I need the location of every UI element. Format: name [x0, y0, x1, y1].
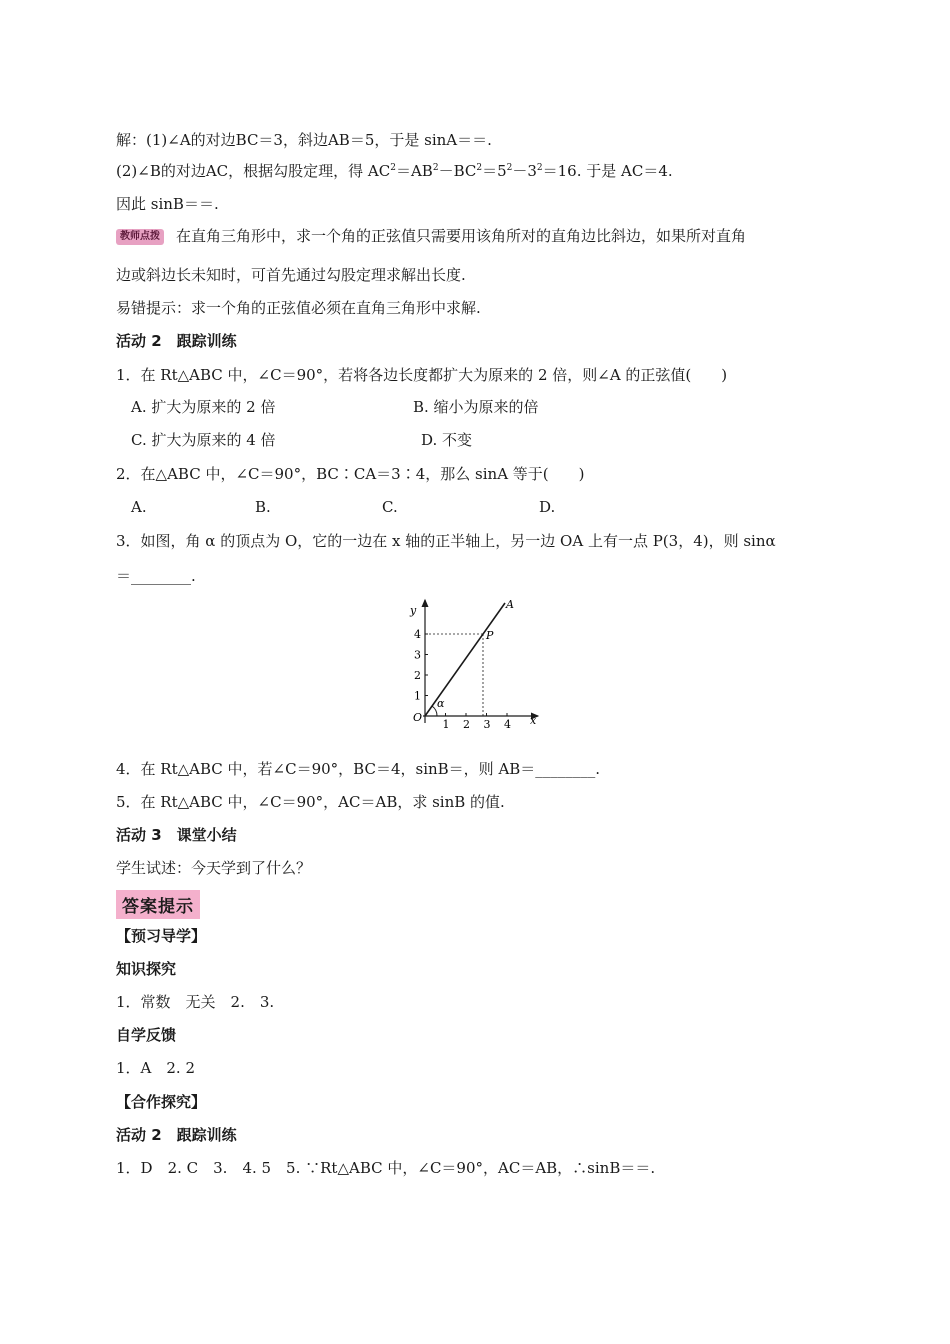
knowledge-answers: 1．常数 无关 2. 3. [116, 993, 275, 1011]
knowledge-heading: 知识探究 [116, 960, 177, 978]
activity3-heading: 活动 3 课堂小结 [116, 826, 237, 844]
question-2-stem: 2．在△ABC 中，∠C＝90°，BC∶CA＝3∶4，那么 sinA 等于( ) [116, 465, 585, 483]
activity2-answers-heading: 活动 2 跟踪训练 [116, 1126, 237, 1144]
question-5: 5．在 Rt△ABC 中，∠C＝90°，AC＝AB，求 sinB 的值. [116, 793, 505, 811]
solution-line-1: 解：(1)∠A的对边BC＝3，斜边AB＝5，于是 sinA＝＝. [116, 131, 492, 149]
question-3-line-2: ＝________. [116, 567, 196, 585]
y-tick-label: 4 [414, 628, 421, 641]
answer-banner: 答案提示 [116, 890, 200, 919]
activity2-heading: 活动 2 跟踪训练 [116, 332, 237, 350]
y-tick-label: 3 [414, 648, 421, 662]
x-tick-label: 1 [442, 718, 450, 728]
y-tick-label: 2 [414, 669, 421, 682]
mistake-tip: 易错提示：求一个角的正弦值必须在直角三角形中求解. [116, 299, 481, 317]
point-label: P [486, 629, 494, 642]
solution-line-2: (2)∠B的对边AC，根据勾股定理，得 $AC^2=AB^2-BC^2=5^2-3^2=16$. 于是 AC＝4. [116, 162, 673, 180]
angle-label: α [437, 697, 445, 710]
solution-line-3: 因此 sinB＝＝. [116, 195, 219, 213]
activity2-answers: 1．D 2. C 3. 4. 5 5. ∵Rt△ABC 中，∠C＝90°，AC＝AB，∴sinB＝＝. [116, 1159, 656, 1177]
ray-label: A [506, 598, 514, 611]
question-1-options-row-2: C. 扩大为原来的 4 倍 D. 不变 [131, 431, 473, 449]
teacher-tip: 教师点拨 在直角三角形中，求一个角的正弦值只需要用该角所对的直角边比斜边，如果所对直角 [116, 226, 746, 246]
x-tick-label: 3 [483, 718, 491, 728]
x-tick-label: 4 [504, 718, 511, 728]
y-axis-label: y [410, 604, 417, 617]
feedback-heading: 自学反馈 [116, 1026, 177, 1044]
question-2-options: A. B. C. D. [131, 498, 556, 516]
activity3-text: 学生试述：今天学到了什么？ [116, 859, 312, 877]
question-1-stem: 1．在 Rt△ABC 中，∠C＝90°，若将各边长度都扩大为原来的 2 倍，则∠A 的正弦值( ) [116, 366, 728, 384]
x-tick-label: 2 [463, 718, 470, 728]
coop-heading: 【合作探究】 [116, 1093, 207, 1111]
question-4: 4．在 Rt△ABC 中，若∠C＝90°，BC＝4，sinB＝，则 AB＝________. [116, 760, 601, 778]
feedback-answers: 1．A 2. 2 [116, 1059, 195, 1077]
y-tick-label: 1 [414, 689, 421, 703]
teacher-tip-tag: 教师点拨 [116, 229, 164, 245]
question-1-options-row-1: A. 扩大为原来的 2 倍 B. 缩小为原来的倍 [131, 398, 539, 416]
preview-heading: 【预习导学】 [116, 927, 207, 945]
origin-label: O [413, 711, 423, 724]
question-3-line-1: 3．如图，角 α 的顶点为 O，它的一边在 x 轴的正半轴上，另一边 OA 上有一点 P(3，4)，则 sinα [116, 532, 776, 550]
coordinate-graph [395, 598, 555, 728]
x-axis-label: x [530, 714, 537, 727]
teacher-tip-line-2: 边或斜边长未知时，可首先通过勾股定理求解出长度. [116, 266, 466, 284]
